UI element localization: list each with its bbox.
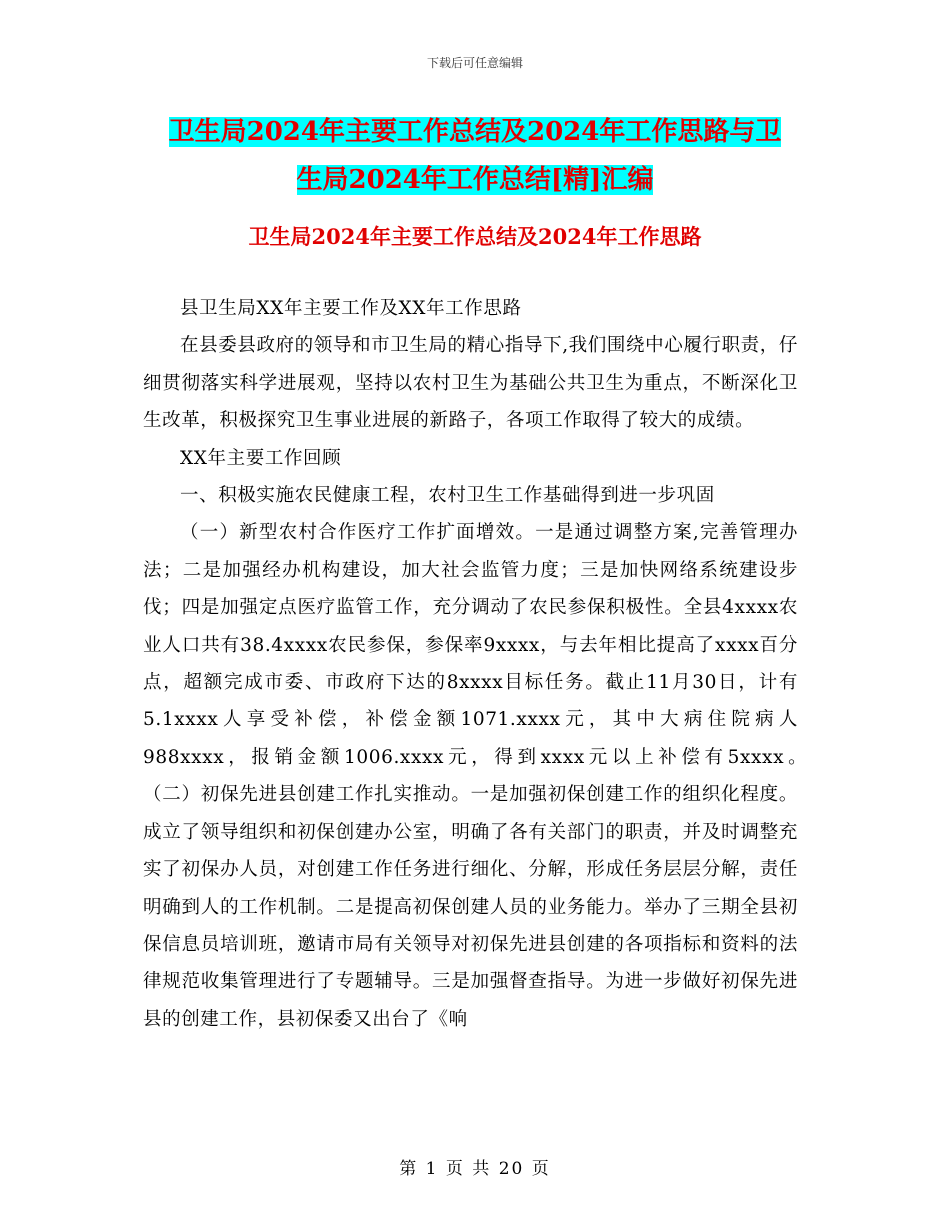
paragraph-section-one: 一、积极实施农民健康工程，农村卫生工作基础得到进一步巩固	[180, 485, 715, 507]
paragraph-intro: 在县委县政府的领导和市卫生局的精心指导下,我们围绕中心履行职责，仔细贯彻落实科学进展观，坚持以农村卫生为基础公共卫生为重点，不断深化卫生改革，积极探究卫生事业进展的新路子，各项工作取得了较大的成绩。	[143, 335, 798, 432]
section-title: 卫生局2024年主要工作总结及2024年工作思路	[248, 224, 702, 249]
paragraph-detail: （一）新型农村合作医疗工作扩面增效。一是通过调整方案,完善管理办法；二是加强经办机构建设，加大社会监管力度；三是加快网络系统建设步伐；四是加强定点医疗监管工作，充分调动了农民参保积极性。全县4xxxx农业人口共有38.4xxxx农民参保，参保率9xxxx，与去年相比提高了xxxx百分点，超额完成市委、市政府下达的8xxxx目标任务。截止11月30日，计有5.1xxxx人享受补偿，补偿金额1071.xxxx元，其中大病住院病人988xxxx，报销金额1006.xxxx元，得到xxxx元以上补偿有5xxxx。 （二）初保先进县创建工作扎实推动。一是加强初保创建工作的组织化程度。成立了领导组织和初保创建办公室，明确了各有关部门的职责，并及时调整充实了初保办人员，对创建工作任务进行细化、分解，形成任务层层分解，责任明确到人的工作机制。二是提高初保创建人员的业务能力。举办了三期全县初保信息员培训班，邀请市局有关领导对初保先进县创建的各项指标和资料的法律规范收集管理进行了专题辅导。三是加强督查指导。为进一步做好初保先进县的创建工作，县初保委又出台了《响	[143, 522, 894, 1030]
page-footer: 第 1 页 共 20 页	[399, 1159, 551, 1179]
header-note: 下载后可任意编辑	[426, 56, 523, 70]
paragraph-review-heading: XX年主要工作回顾	[180, 447, 342, 469]
main-title	[150, 108, 800, 204]
paragraph-subheading: 县卫生局XX年主要工作及XX年工作思路	[180, 298, 522, 319]
main-title-line-1: 卫生局2024年主要工作总结及2024年工作思路与卫	[168, 117, 782, 147]
body-text	[143, 290, 894, 1038]
main-title-line-2: 生局2024年工作总结[精]汇编	[296, 165, 654, 195]
